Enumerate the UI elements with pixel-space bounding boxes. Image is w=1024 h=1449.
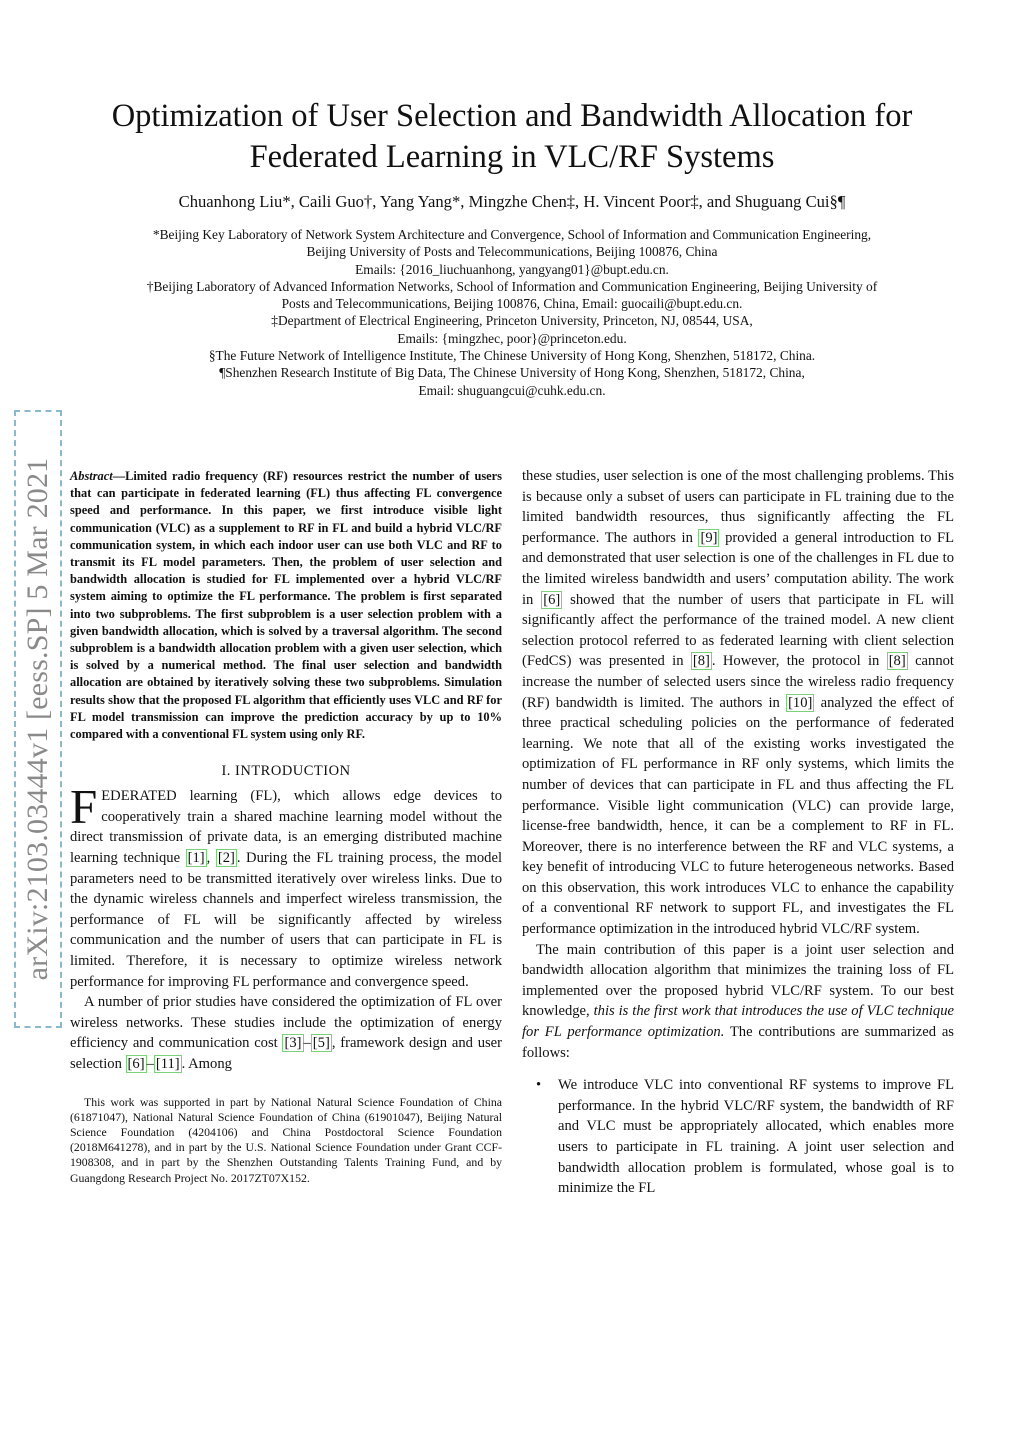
left-column (70, 468, 502, 1186)
abstract (70, 468, 502, 743)
paper-title (40, 96, 984, 178)
paragraph-text: The contributions are summarized as follows: (522, 1024, 954, 1061)
right-paragraph-1 (522, 466, 954, 940)
affiliation-line: Email: shuguangcui@cuhk.edu.cn. (418, 382, 606, 398)
affiliation-line: ¶Shenzhen Research Institute of Big Data, The Chinese University of Hong Kong, Shenzhen, 518172, China, (219, 365, 805, 381)
author-list: Chuanhong Liu*, Caili Guo†, Yang Yang*, Mingzhe Chen‡, H. Vincent Poor‡, and Shuguang Cui§¶ (178, 192, 846, 211)
funding-footnote: This work was supported in part by National Natural Science Foundation of China (61871047), National Natural Science Foundation of China (61901047), Beijing Natural Science Foundation (4204106) and China Postdoctoral Science Foundation (2018M641278), and in part by the U.S. National Science Foundation under Grant CCF-1908308, and in part by the Shenzhen Outstanding Talents Training Fund, and by Guangdong Research Project No. 2017ZT07X152. (70, 1094, 502, 1185)
paragraph-text: EDERATED learning (FL), which allows edge devices to cooperatively train a shared machine learning model without the direct transmission of private data, is an emerging distributed machine learning technique (70, 788, 502, 867)
intro-paragraph-2 (70, 992, 502, 1074)
emphasis-text: this is the first work that introduces the use of VLC technique for FL performance optimization. (522, 1003, 954, 1041)
abstract-label: Abstract (70, 469, 113, 483)
citation-link[interactable]: [9] (700, 529, 718, 546)
intro-paragraph-1 (70, 779, 503, 992)
affiliation-line: ‡Department of Electrical Engineering, Princeton University, Princeton, NJ, 08544, USA, (271, 313, 753, 329)
paragraph-text: . However, the protocol in (711, 653, 887, 670)
paragraph-text: – (303, 1035, 311, 1052)
affiliation-line: Posts and Telecommunications, Beijing 100876, China, Email: guocaili@bupt.edu.cn. (281, 296, 743, 312)
paragraph-text: cannot increase the number of selected users since the wireless radio frequency (RF) bandwidth is limited. The authors in (522, 653, 954, 711)
paragraph-text: The main contribution of this paper is a joint user selection and bandwidth allocation algorithm that minimizes the training loss of FL implemented over the proposed hybrid VLC/RF system. To our best knowledge, (522, 941, 954, 1020)
citation-link[interactable]: [3] (284, 1035, 302, 1052)
affiliation-line: Emails: {2016_liuchuanhong, yangyang01}@bupt.edu.cn. (355, 261, 669, 277)
citation-link[interactable]: [2] (217, 850, 235, 867)
drop-cap: F (70, 779, 98, 835)
title-line-2: Federated Learning in VLC/RF Systems (249, 139, 775, 175)
citation-link[interactable]: [6] (127, 1055, 145, 1072)
affiliations (60, 226, 964, 399)
paragraph-text: A number of prior studies have considered the optimization of FL over wireless networks. These studies include the optimization of energy efficiency and communication cost (70, 994, 502, 1052)
citation-link[interactable]: [1] (187, 850, 205, 867)
right-column (522, 466, 954, 1199)
bullet-icon: • (536, 1077, 542, 1094)
affiliation-line: †Beijing Laboratory of Advanced Information Networks, School of Information and Communication Engineering, Beijing University of (146, 278, 878, 294)
abstract-text: —Limited radio frequency (RF) resources restrict the number of users that can participate in federated learning (FL) thus affecting FL convergence speed and performance. In this paper, we first introduce visible light communication (VLC) as a supplement to RF in FL and build a hybrid VLC/RF communication system, in which each indoor user can use both VLC and RF to transmit its FL model parameters. Then, the problem of user selection and bandwidth allocation is studied for FL implemented over a hybrid VLC/RF system aiming to optimize the FL performance. The problem is first separated into two subproblems. The first subproblem is a user selection problem with a given bandwidth allocation, which is solved by a traversal algorithm. The second subproblem is a bandwidth allocation problem with a given user selection, which is solved by a numerical method. The final user selection and bandwidth allocation are obtained by iteratively solving these two subproblems. Simulation results show that the proposed FL algorithm that efficiently uses VLC and RF for FL model transmission can improve the prediction accuracy by up to 10% compared with a conventional FL system using only RF. (70, 469, 502, 742)
arxiv-stamp-text: arXiv:2103.03444v1 [eess.SP] 5 Mar 2021 (21, 457, 54, 981)
bullet-text: We introduce VLC into conventional RF systems to improve FL performance. In the hybrid VLC/RF system, the bandwidth of RF and VLC must be appropriately allocated, which enables more users to participate in FL training. A joint user selection and bandwidth allocation problem is formulated, whose goal is to minimize the FL (558, 1077, 954, 1197)
paragraph-text: , (206, 850, 216, 867)
citation-link[interactable]: [8] (888, 653, 906, 670)
section-heading-introduction: I. INTRODUCTION (221, 763, 351, 780)
citation-link[interactable]: [5] (312, 1035, 330, 1052)
paragraph-text: . Among (181, 1055, 232, 1072)
citation-link[interactable]: [10] (788, 694, 813, 711)
affiliation-line: Beijing University of Posts and Telecommunications, Beijing 100876, China (306, 244, 718, 260)
affiliation-line: Emails: {mingzhec, poor}@princeton.edu. (397, 330, 627, 346)
affiliation-line: *Beijing Key Laboratory of Network System Architecture and Convergence, School of Information and Communication Engineering, (152, 227, 872, 242)
citation-link[interactable]: [6] (543, 591, 561, 608)
paragraph-text: showed that the number of users that participate in FL will significantly affect the performance of the trained model. A new client selection protocol referred to as federated learning with client selection (FedCS) was presented in (522, 591, 954, 670)
title-line-1: Optimization of User Selection and Bandwidth Allocation for (111, 98, 913, 134)
affiliation-line: §The Future Network of Intelligence Institute, The Chinese University of Hong Kong, Shenzhen, 518172, China. (208, 348, 816, 364)
paragraph-text: these studies, user selection is one of the most challenging problems. This is because only a subset of users can participate in FL training due to the limited bandwidth resources, thus significantly affecting the FL performance. The authors in (522, 468, 954, 546)
citation-link[interactable]: [8] (692, 653, 710, 670)
paragraph-text: , framework design and user selection (70, 1035, 503, 1072)
paragraph-text: analyzed the effect of three practical scheduling policies on the performance of federated learning. We note that all of the existing works investigated the optimization of FL performance in RF only systems, which limits the number of devices that can participate in FL and thus affecting the FL performance. Visible light communication (VLC) can provide large, license-free bandwidth, hence, it can be a complement to RF in FL. Moreover, there is no interference between the RF and VLC systems, a key benefit of introducing VLC to future heterogeneous networks. Based on this observation, this work introduces VLC to enhance the capability of a conventional RF network to support FL, and investigates the FL performance optimization in the introduced hybrid VLC/RF system. (522, 694, 954, 938)
paragraph-text: . During the FL training process, the model parameters need to be transmitted iteratively over wireless links. Due to the dynamic wireless channels and imperfect wireless transmission, the performance of FL will be significantly affected by wireless communication and the number of users that can participate in FL is limited. Therefore, it is necessary to optimize wireless network performance for improving FL performance and convergence speed. (70, 850, 503, 990)
arxiv-stamp[interactable] (14, 410, 62, 1028)
right-paragraph-2 (522, 940, 954, 1064)
paragraph-text: – (146, 1055, 154, 1072)
citation-link[interactable]: [11] (155, 1055, 180, 1072)
paragraph-text: provided a general introduction to FL and demonstrated that user selection is one of the challenges in FL due to the limited wireless bandwidth and users’ computation ability. The work in (522, 529, 954, 608)
contribution-bullet (522, 1075, 954, 1199)
